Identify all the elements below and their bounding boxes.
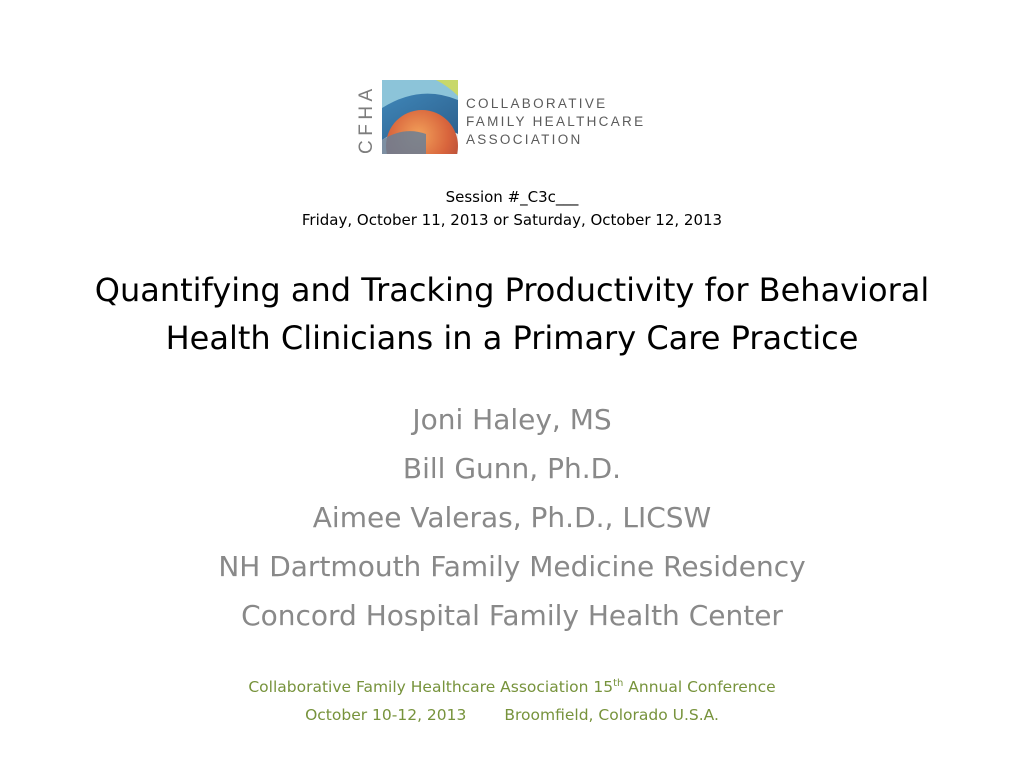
title-line-2: Health Clinicians in a Primary Care Practice: [165, 319, 859, 357]
conference-name: [0, 673, 1024, 701]
session-number: Session #_C3c___: [445, 188, 579, 206]
logo-line-1: COLLABORATIVE: [466, 96, 608, 111]
conference-dates: October 10-12, 2013: [305, 706, 467, 724]
author-1: Joni Haley, MS: [412, 403, 612, 436]
conference-name-prefix: Collaborative Family Healthcare Association 15: [248, 678, 614, 696]
logo-vertical-text: CFHA: [356, 84, 377, 154]
author-3: Aimee Valeras, Ph.D., LICSW: [312, 501, 712, 534]
session-info: [0, 186, 1024, 232]
conference-location: Broomfield, Colorado U.S.A.: [504, 706, 719, 724]
conference-name-suffix: Annual Conference: [623, 678, 776, 696]
conference-details: [0, 701, 1024, 729]
session-dates: Friday, October 11, 2013 or Saturday, October 12, 2013: [301, 211, 723, 229]
title-line-1: Quantifying and Tracking Productivity for Behavioral: [94, 271, 930, 309]
conference-footer: [0, 673, 1024, 729]
author-list: [0, 395, 1024, 640]
affiliation-1: NH Dartmouth Family Medicine Residency: [218, 550, 806, 583]
logo-line-2: FAMILY HEALTHCARE: [466, 114, 646, 129]
slide-title: [40, 266, 984, 362]
affiliation-2: Concord Hospital Family Health Center: [241, 599, 783, 632]
conference-ordinal-suffix: th: [613, 677, 624, 689]
cfha-logo: [356, 74, 668, 160]
logo-line-3: ASSOCIATION: [466, 132, 583, 147]
author-2: Bill Gunn, Ph.D.: [402, 452, 622, 485]
logo-wordmark: [466, 95, 645, 149]
